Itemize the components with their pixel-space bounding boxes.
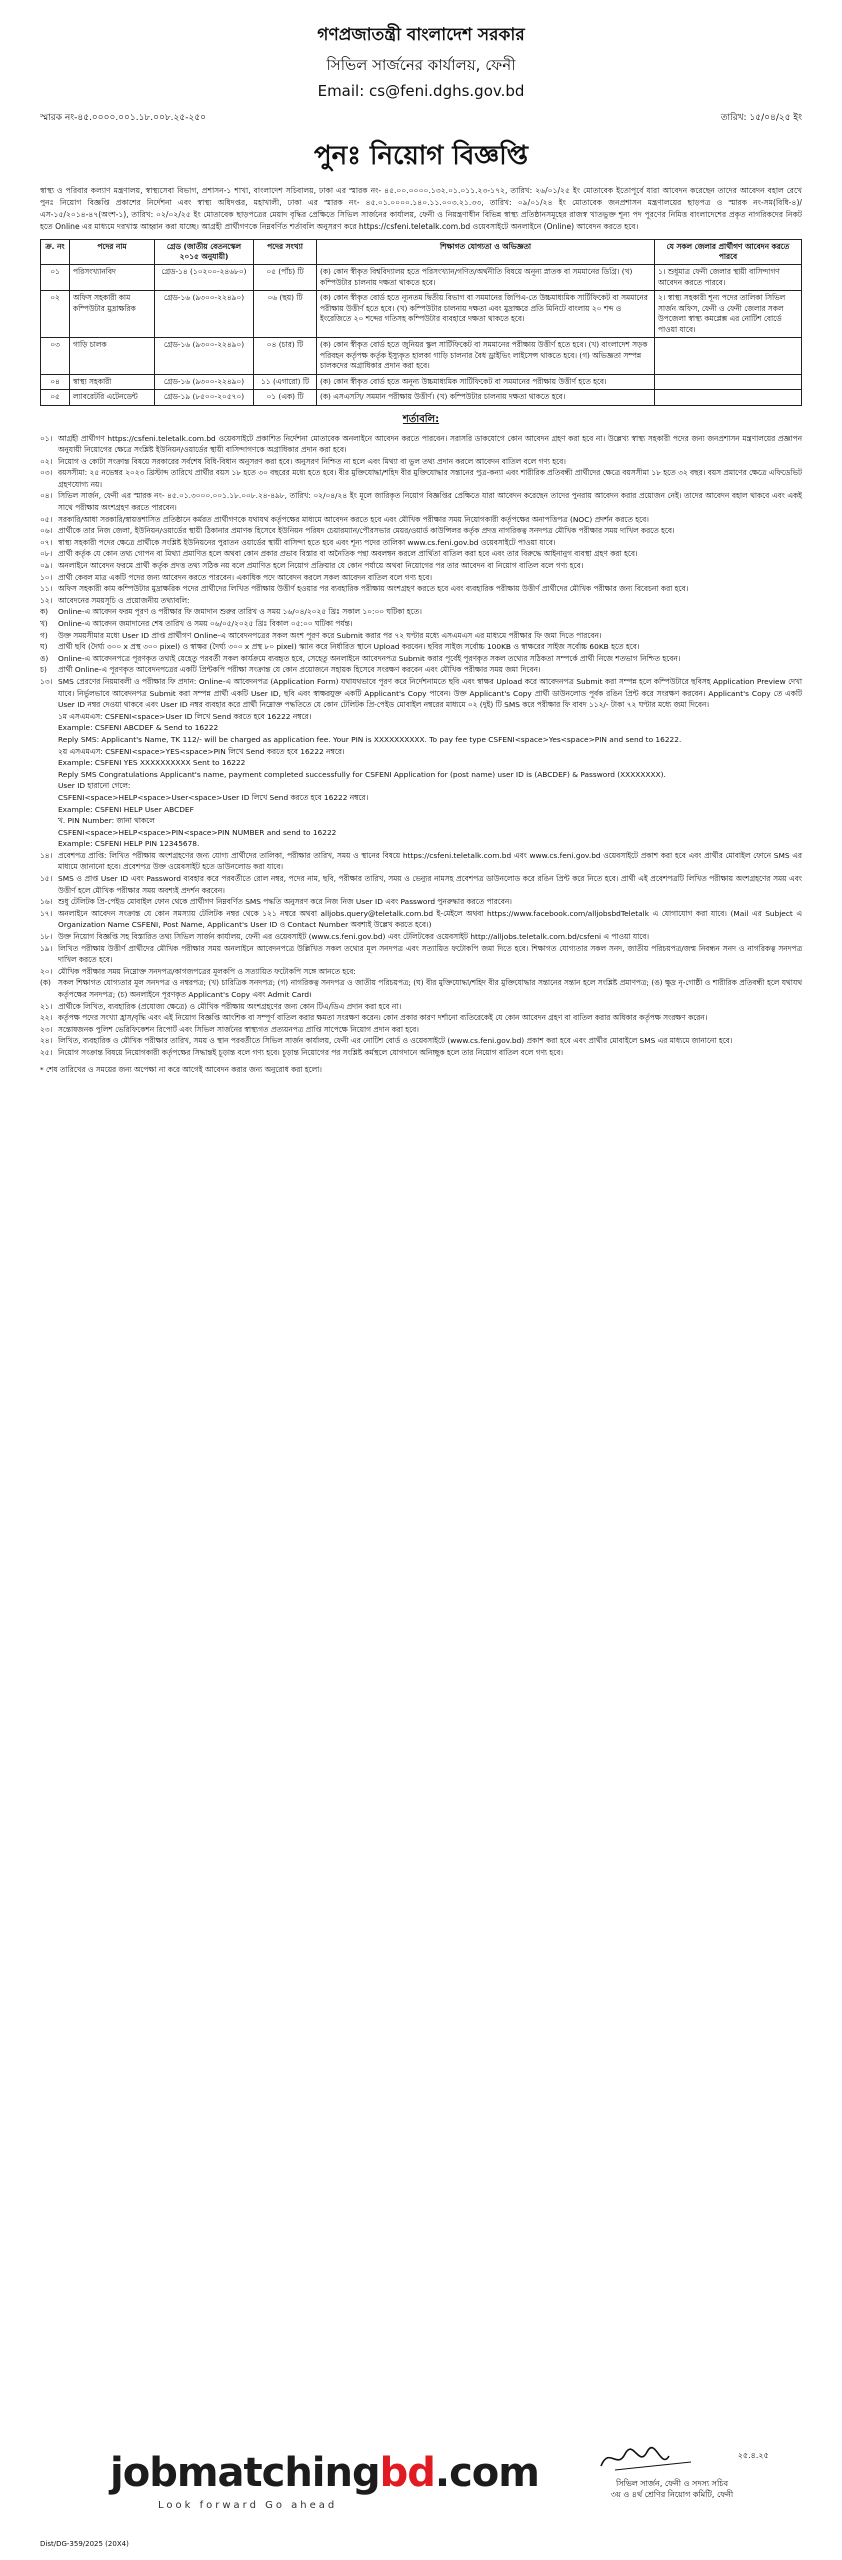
condition-number: ১৫। [40, 874, 53, 884]
brand-tagline: Look forward Go ahead [158, 2500, 338, 2511]
sms-line: খ. PIN Number: জানা থাকলে [58, 816, 155, 826]
row-serial: ০৩ [41, 338, 70, 375]
condition-text: প্রার্থীকে লিখিত, ব্যবহারিক (প্রযোজ্য ক্ষেত্রে) ও মৌখিক পরীক্ষায় অংশগ্রহণের জন্য কোন টিএ/ডিএ প্রদান করা হবে না। [58, 1001, 402, 1011]
condition-item [40, 560, 802, 572]
condition-item [40, 572, 802, 584]
row-districts [655, 374, 802, 390]
condition-item [40, 664, 802, 676]
condition-number: ১৭। [40, 908, 53, 918]
row-serial: ০১ [41, 265, 70, 291]
signatory-name: সিভিল সার্জন, ফেনী ও সদস্য সচিব [615, 2479, 729, 2488]
col-qualification: শিক্ষাগত যোগ্যতা ও অভিজ্ঞতা [317, 240, 655, 265]
condition-number: ১৩। [40, 676, 53, 686]
row-serial: ০৫ [41, 390, 70, 406]
row-serial: ০৪ [41, 374, 70, 390]
sms-line: ১ম এসএমএস: CSFENI<space>User ID লিখে Send করতে হবে 16222 নম্বরে। [58, 711, 312, 721]
col-districts: যে সকল জেলার প্রার্থীগণ আবেদন করতে পারবে [655, 240, 802, 265]
table-row [41, 338, 802, 375]
condition-text: সিভিল সার্জন, ফেনী এর স্মারক নং- ৪৫.০১.৩০০০.০০১.১৮.০০৮.২৪-৪৯৮, তারিখ: ০২/০৪/২৪ ইং মূলে জারিকৃত নিয়োগ বিজ্ঞপ্তির প্রেক্ষিতে যারা আবেদন করেছেন তাদের পুনরায় আবেদন করার প্রয়োজন নেই। তাদের আবেদন বহাল থাকবে এবং একই সাথে পরীক্ষায় অংশগ্রহণ করতে পারবেন। [58, 491, 802, 513]
col-grade: গ্রেড (জাতীয় বেতনস্কেল ২০১৫ অনুযায়ী) [155, 240, 254, 265]
condition-number: ০২। [40, 456, 53, 466]
condition-text: প্রার্থী কেবল মাত্র একটি পদের জন্য আবেদন করতে পারবেন। একাধিক পদে আবেদন করলে সকল আবেদন বাতিল বলে গণ্য হবে। [58, 572, 433, 582]
condition-item [40, 943, 802, 966]
row-districts: ২। স্বাস্থ্য সহকারী শূন্য পদের তালিকা সিভিল সার্জন অফিস, ফেনী ও ফেনী জেলার সকল উপজেলা স্বাস্থ্য কমপ্লেক্স এর নোটিশ বোর্ডে পাওয়া যাবে। [655, 291, 802, 338]
condition-item [40, 641, 802, 653]
condition-number: ২১। [40, 1001, 53, 1011]
condition-text: নিয়োগ ও কোটা সংক্রান্ত বিষয়ে সরকারের সর্বশেষ বিধি-বিধান অনুসরণ করা হবে। অনুসরণ নিশ্চিত না হলে এবং মিথ্যা বা ভুল তথ্য প্রদান করলে আবেদন বাতিল বলে গণ্য হবে। [58, 456, 566, 466]
sms-line: Reply SMS Congratulations Applicant's name, payment completed successfully for CSFENI Application for (post name) user ID is (ABCDEF) & Password (XXXXXXXX). [58, 769, 666, 779]
table-row [41, 291, 802, 338]
letterhead [40, 22, 802, 100]
sms-line: Reply SMS: Applicant's Name, TK 112/- will be charged as application fee. Your PIN is XXXXXXXXXX. To pay fee type CSFENI<space>Yes<space>PIN and send to 16222. [58, 734, 682, 744]
row-post: অফিস সহকারী কাম কম্পিউটার মুদ্রাক্ষরিক [70, 291, 155, 338]
row-grade: গ্রেড-১৬ (৯৩০০-২২৪৯০) [155, 291, 254, 338]
condition-text: Online-এ আবেদন জমাদানের শেষ তারিখ ও সময় ০৬/০৫/২০২৫ খ্রিঃ বিকাল ০৫:০০ ঘটিকা পর্যন্ত। [58, 619, 353, 628]
signature-icon [562, 2440, 782, 2478]
condition-item [40, 537, 802, 549]
row-qualification: (ক) এসএসসি/ সমমান পরীক্ষায় উত্তীর্ণ। (খ) কম্পিউটার চালনায় দক্ষতা থাকতে হবে। [317, 390, 655, 406]
row-count: ০৪ (চার) টি [254, 338, 317, 375]
conditions-heading: শর্তাবলি: [402, 413, 440, 425]
condition-number: ১২। [40, 595, 53, 605]
sms-line: Example: CSFENI HELP User ABCDEF [58, 804, 194, 814]
row-count: ১১ (এগারো) টি [254, 374, 317, 390]
signatory-role: ৩য় ও ৪র্থ শ্রেণির নিয়োগ কমিটি, ফেনী [610, 2490, 734, 2499]
condition-text: SMS ও প্রাপ্ত User ID এবং Password ব্যবহার করে পরবর্তীতে রোল নম্বর, পদের নাম, ছবি, পরীক্ষার তারিখ, সময় ও ভেন্যুর নামসহ প্রবেশপত্র ডাউনলোড করে রঙিন প্রিন্ট করে নিতে হবে। প্রার্থী এই প্রবেশপত্রটি লিখিত পরীক্ষায় অংশগ্রহণের সময় এবং উত্তীর্ণ হলে মৌখিক পরীক্ষার সময় অবশ্যই প্রদর্শন করবেন। [58, 874, 802, 895]
condition-number: ১৬। [40, 897, 53, 907]
condition-item [40, 618, 802, 630]
condition-number: চ) [40, 665, 47, 675]
brand-logo [110, 2450, 539, 2496]
condition-item [40, 1001, 802, 1013]
condition-item [40, 548, 802, 560]
condition-text: কর্তৃপক্ষ পদের সংখ্যা হ্রাস/বৃদ্ধি এবং এই নিয়োগ বিজ্ঞপ্তি আংশিক বা সম্পূর্ণ বাতিল করার ক্ষমতা সংরক্ষণ করেন। কোন প্রকার কারণ দর্শানো ব্যতিরেকেই যে কোন আবেদন গ্রহণ বা বাতিল করার অধিকার কর্তৃপক্ষ সংরক্ষণ করেন। [58, 1013, 708, 1023]
sms-line: User ID হারানো গেলে: [58, 781, 131, 791]
condition-number: ক) [40, 607, 49, 617]
condition-number: ০৮। [40, 549, 53, 559]
condition-item [40, 514, 802, 526]
condition-text: নিয়োগ সংক্রান্ত বিষয়ে নিয়োগকারী কর্তৃপক্ষের সিদ্ধান্তই চূড়ান্ত বলে গণ্য হবে। চূড়ান্ত নিয়োগের পর সংশ্লিষ্ট কর্মস্থলে যোগদানে অনিচ্ছুক হলে তার নিয়োগ বাতিল বলে গণ্য হবে। [58, 1047, 564, 1057]
government-name: গণপ্রজাতন্ত্রী বাংলাদেশ সরকার [317, 25, 525, 45]
col-serial: ক্র. নং [41, 240, 70, 265]
condition-text: অনলাইনে আবেদন ফরমে প্রার্থী কর্তৃক প্রদত্ত তথ্য সঠিক নয় বলে প্রমাণিত হলে নিয়োগ প্রক্রিয়ার যে কোন পর্যায়ে অথবা নিয়োগের পর তার আবেদন বা নিয়োগ বাতিল বলে গণ্য হবে। [58, 561, 584, 571]
condition-item [40, 977, 802, 1000]
condition-number: ২৩। [40, 1024, 53, 1034]
conditions-list-continued [40, 850, 802, 1059]
condition-text: উক্ত সময়সীমার মধ্যে User ID প্রাপ্ত প্রার্থীগণ Online-এ আবেদনপত্রের সকল অংশ পূরণ করে Submit করার পর ৭২ ঘণ্টার মধ্যে এসএমএস এর মাধ্যমে পরীক্ষার ফি জমা দিতে পারবেন। [58, 630, 602, 640]
row-grade: গ্রেড-১৪ (১০২০০-২৪৬৮০) [155, 265, 254, 291]
condition-number: ০৩। [40, 468, 53, 478]
col-count: পদের সংখ্যা [254, 240, 317, 265]
sms-line: ২য় এসএমএস: CSFENI<space>YES<space>PIN লিখে Send করতে হবে 16222 নম্বরে। [58, 746, 345, 756]
brand-part: .com [434, 2450, 539, 2496]
condition-text: স্বাস্থ্য সহকারী পদের ক্ষেত্রে প্রার্থীকে সংশ্লিষ্ট ইউনিয়নের পুরাতন ওয়ার্ডের স্থায়ী বাসিন্দা হতে হবে এবং শূন্য পদের তালিকা www.cs.feni.gov.bd ওয়েবসাইটে পাওয়া যাবে। [58, 537, 556, 547]
row-count: ০১ (এক) টি [254, 390, 317, 406]
condition-item [40, 1035, 802, 1047]
condition-text: লিখিত পরীক্ষায় উত্তীর্ণ প্রার্থীদের মৌখিক পরীক্ষার সময় অনলাইনে আবেদনপত্রে উল্লিখিত সকল তথ্যের মূল সনদপত্র এবং সত্যায়িত ফটোকপি জমা দিতে হবে। শিক্ষাগত যোগ্যতার সকল সনদ, জাতীয় পরিচয়পত্র/জন্ম নিবন্ধন সনদ ও নাগরিকত্ব সনদপত্র দাখিল করতে হবে। [58, 943, 802, 965]
condition-item [40, 873, 802, 896]
footer [40, 2440, 802, 2548]
condition-number: ০১। [40, 433, 53, 443]
notice-title: পুনঃ নিয়োগ বিজ্ঞপ্তি [313, 141, 529, 171]
condition-text: সকল শিক্ষাগত যোগ্যতার মূল সনদপত্র ও নম্বরপত্র; (খ) চারিত্রিক সনদপত্র; (গ) নাগরিকত্ব সনদপত্র ও জাতীয় পরিচয়পত্র; (ঘ) বীর মুক্তিযোদ্ধা/শহিদ বীর মুক্তিযোদ্ধার সন্তানের সন্তান হলে সংশ্লিষ্ট প্রমাণপত্র; (ঙ) ক্ষুদ্র নৃ-গোষ্ঠী ও শারীরিক প্রতিবন্ধী হলে যথাযথ কর্তৃপক্ষের সনদপত্র; (চ) অনলাইনে পূরণকৃত Applicant's Copy এবং Admit Card। [58, 978, 802, 999]
condition-text: আগ্রহী প্রার্থীগণ https://csfeni.teletalk.com.bd ওয়েবসাইটে প্রকাশিত নির্দেশনা মোতাবেক অনলাইনে আবেদন করতে পারবেন। সরাসরি ডাকযোগে কোন আবেদন গ্রহণ করা হবে না। উল্লেখ্য স্বাস্থ্য সহকারী পদের জন্য জনপ্রশাসন মন্ত্রণালয়ের প্রজ্ঞাপন অনুযায়ী নিয়োগের ক্ষেত্রে সংশ্লিষ্ট ইউনিয়ন/ওয়ার্ডের স্থায়ী বাসিন্দাগণকে অগ্রাধিকার প্রদান করা হবে। [58, 433, 802, 455]
condition-text: অফিস সহকারী কাম কম্পিউটার মুদ্রাক্ষরিক পদের প্রার্থীদের লিখিত পরীক্ষায় উত্তীর্ণ হওয়ার পর ব্যবহারিক পরীক্ষায় অংশগ্রহণ করতে হবে এবং ব্যবহারিক পরীক্ষায় উত্তীর্ণ প্রার্থীদের মৌখিক পরীক্ষার জন্য বিবেচনা করা হবে। [58, 584, 689, 594]
condition-number: ঘ) [40, 642, 48, 652]
condition-number: ২৫। [40, 1047, 53, 1057]
table-row [41, 390, 802, 406]
condition-text: Online-এ আবেদন ফরম পূরণ ও পরীক্ষার ফি জমাদান শুরুর তারিখ ও সময় ১৬/০৪/২০২৫ খ্রিঃ সকাল ১০:০০ ঘটিকা হতে। [58, 607, 422, 617]
condition-text: বয়সসীমা: ২৫ নভেম্বর ২০২৩ খ্রিস্টাব্দ তারিখে প্রার্থীর বয়স ১৮ হতে ৩০ বছরের মধ্যে হতে হবে। বীর মুক্তিযোদ্ধা/শহিদ বীর মুক্তিযোদ্ধার সন্তানের পুত্র-কন্যা এবং শারীরিক প্রতিবন্ধী প্রার্থীদের ক্ষেত্রে বয়সসীমা ১৮ হতে ৩২ বছর। বয়স প্রমাণের ক্ষেত্রে এফিডেভিট গ্রহণযোগ্য নয়। [58, 468, 802, 489]
condition-number: ১৯। [40, 943, 53, 953]
conditions-list [40, 433, 802, 711]
condition-item [40, 467, 802, 490]
row-post: স্বাস্থ্য সহকারী [70, 374, 155, 390]
office-name: সিভিল সার্জনের কার্যালয়, ফেনী [326, 56, 516, 74]
issue-date: তারিখ: ১৫/০৪/২৫ ইং [720, 113, 802, 123]
condition-item [40, 896, 802, 908]
row-districts: ১। শুধুমাত্র ফেনী জেলার স্থায়ী বাসিন্দাগণ আবেদন করতে পারবে। [655, 265, 802, 291]
condition-item [40, 525, 802, 537]
reference-row [40, 110, 802, 125]
condition-item [40, 931, 802, 943]
sms-line: CSFENI<space>HELP<space>PIN<space>PIN NUMBER and send to 16222 [58, 827, 337, 837]
row-qualification: (ক) কোন স্বীকৃত বিশ্ববিদ্যালয় হতে পরিসংখ্যান/গণিত/অর্থনীতি বিষয়ে অনূন্য স্নাতক বা সমমানের ডিগ্রি। (খ) কম্পিউটার চালনায় দক্ষতা থাকতে হবে। [317, 265, 655, 291]
row-qualification: (ক) কোন স্বীকৃত বোর্ড হতে জুনিয়র স্কুল সার্টিফিকেট বা সমমানের পরীক্ষায় উত্তীর্ণ হতে হবে। (খ) বাংলাদেশ সড়ক পরিবহন কর্তৃপক্ষ কর্তৃক ইস্যুকৃত হালকা গাড়ি চালনার বৈধ ড্রাইভিং লাইসেন্স থাকতে হবে। (গ) অভিজ্ঞতা সম্পন্ন চালকদের অগ্রাধিকার প্রদান করা হবে। [317, 338, 655, 375]
condition-text: উক্ত নিয়োগ বিজ্ঞপ্তি সহ বিস্তারিত তথ্য সিভিল সার্জন কার্যালয়, ফেনী এর ওয়েবসাইট (www.cs.feni.gov.bd) এবং টেলিটকের ওয়েবসাইট http://alljobs.teletalk.com.bd/csfeni এ পাওয়া যাবে। [58, 932, 649, 942]
condition-item [40, 606, 802, 618]
condition-number: ০৬। [40, 526, 53, 536]
condition-text: লিখিত, ব্যবহারিক ও মৌখিক পরীক্ষার তারিখ, সময় ও স্থান পরবর্তীতে সিভিল সার্জন কার্যালয়, ফেনী এর নোটিশ বোর্ড ও ওয়েবসাইটে (www.cs.feni.gov.bd) প্রকাশ করা হবে এবং প্রার্থীর মোবাইলে SMS এর মাধ্যমে জানানো হবে। [58, 1036, 733, 1046]
condition-text: প্রার্থী ছবি (দৈর্ঘ্য ৩০০ x প্রস্থ ৩০০ pixel) ও স্বাক্ষর (দৈর্ঘ্য ৩০০ x প্রস্থ ৮০ pixel) স্ক্যান করে নির্ধারিত স্থানে Upload করবেন। ছবির সাইজ সর্বোচ্চ 100KB ও স্বাক্ষরের সাইজ সর্বোচ্চ 60KB হতে হবে। [58, 642, 640, 652]
condition-number: ০৫। [40, 514, 53, 524]
row-qualification: (ক) কোন স্বীকৃত বোর্ড হতে অনূন্য উচ্চমাধ্যমিক সার্টিফিকেট বা সমমানের পরীক্ষায় উত্তীর্ণ হতে হবে। [317, 374, 655, 390]
condition-text: প্রবেশপত্র প্রাপ্তি: লিখিত পরীক্ষায় অংশগ্রহণের জন্য যোগ্য প্রার্থীদের তালিকা, পরীক্ষার তারিখ, সময় ও স্থানের বিষয়ে https://csfeni.teletalk.com.bd এবং www.cs.feni.gov.bd ওয়েবসাইটে প্রকাশ করা হবে এবং প্রার্থীর মোবাইল ফোনে SMS এর মাধ্যমে জানানো হবে। প্রবেশপত্র উক্ত ওয়েবসাইট হতে ডাউনলোড করা যাবে। [58, 850, 802, 872]
condition-number: ২০। [40, 966, 53, 976]
sms-line: Example: CSFENI HELP PIN 12345678. [58, 839, 200, 849]
condition-item [40, 966, 802, 978]
sms-line: Example: CSFENI YES XXXXXXXXXX Sent to 16222 [58, 758, 246, 768]
condition-text: SMS প্রেরণের নিয়মাবলী ও পরীক্ষার ফি প্রদান: Online-এ আবেদনপত্র (Application Form) যথাযথভাবে পূরণ করে নির্দেশনামতে ছবি এবং স্বাক্ষর Upload করে আবেদনপত্র Submit করা সম্পন্ন হলে কম্পিউটারে ছবিসহ Application Preview দেখা যাবে। নির্ভুলভাবে আবেদনপত্র Submit করা সম্পন্ন প্রার্থী একটি User ID, ছবি এবং স্বাক্ষরযুক্ত একটি Applicant's Copy পাবেন। উক্ত Applicant's Copy প্রার্থী ডাউনলোড পূর্বক রঙিন প্রিন্ট করে সংরক্ষণ করবেন। Applicant's Copy তে একটি User ID নম্বর দেওয়া থাকবে এবং User ID নম্বর ব্যবহার করে প্রার্থী নিম্নোক্ত পদ্ধতিতে যে কোন টেলিটক প্রি-পেইড মোবাইল নম্বরের মাধ্যমে ০২ (দুই) টি SMS করে পরীক্ষার ফি বাবদ ১১২/- টাকা ৭২ ঘণ্টার মধ্যে জমা দিবেন। [58, 676, 802, 710]
condition-number: খ) [40, 619, 48, 628]
condition-number: ১৪। [40, 850, 53, 860]
condition-number: ২৪। [40, 1036, 53, 1046]
row-grade: গ্রেড-১৬ (৯৩০০-২২৪৯০) [155, 338, 254, 375]
condition-text: আবেদনের সময়সূচি ও প্রয়োজনীয় তথ্যাবলি: [58, 595, 190, 605]
condition-item [40, 1024, 802, 1036]
table-row [41, 374, 802, 390]
condition-item [40, 433, 802, 456]
condition-text: প্রার্থী কর্তৃক যে কোন তথ্য গোপন বা মিথ্যা প্রমাণিত হলে অথবা কোন প্রকার প্রভাব বিস্তার বা অনৈতিক পন্থা অবলম্বন করলে প্রার্থিতা বাতিল করা হবে এবং তার বিরুদ্ধে আইনানুগ ব্যবস্থা গ্রহণ করা হবে। [58, 549, 638, 559]
col-post: পদের নাম [70, 240, 155, 265]
row-post: গাড়ি চালক [70, 338, 155, 375]
sms-line: CSFENI<space>HELP<space>User<space>User ID লিখে Send করতে হবে 16222 নম্বরে। [58, 792, 369, 802]
condition-text: শুধু টেলিটক প্রি-পেইড মোবাইল ফোন থেকে প্রার্থীগণ নিম্নবর্ণিত SMS পদ্ধতি অনুসরণ করে নিজ নিজ User ID এবং Password পুনরুদ্ধার করতে পারবেন। [58, 897, 512, 907]
row-districts [655, 390, 802, 406]
condition-item [40, 850, 802, 873]
condition-number: ০৭। [40, 537, 53, 547]
condition-text: সন্তোষজনক পুলিশ ভেরিফিকেশন রিপোর্ট এবং সিভিল সার্জনের স্বাস্থ্যগত প্রত্যয়নপত্র প্রাপ্তি সাপেক্ষে নিয়োগ প্রদান করা হবে। [58, 1024, 419, 1034]
table-header-row [41, 240, 802, 265]
condition-number: ১৮। [40, 932, 53, 942]
condition-item [40, 595, 802, 607]
row-post: ল্যাবরেটরি এটেনডেন্ট [70, 390, 155, 406]
row-grade: গ্রেড-১৬ (৯৩০০-২২৪৯০) [155, 374, 254, 390]
office-email: Email: cs@feni.dghs.gov.bd [317, 82, 525, 100]
condition-item [40, 583, 802, 595]
row-qualification: (ক) কোন স্বীকৃত বোর্ড হতে ন্যূনতম দ্বিতীয় বিভাগ বা সমমানের জিপিএ-তে উচ্চমাধ্যমিক সার্টিফিকেট বা সমমানের পরীক্ষায় উত্তীর্ণ হতে হবে। (খ) কম্পিউটার চালনায় দক্ষতা এবং মুদ্রাক্ষরে প্রতি মিনিটে বাংলায় ২০ শব্দ ও ইংরেজিতে ২০ শব্দের গতিসহ কম্পিউটার ব্যবহারে দক্ষতা থাকতে হবে। [317, 291, 655, 338]
distribution-code: Dist/DG-359/2025 (20X4) [40, 2540, 129, 2548]
condition-item [40, 908, 802, 931]
condition-text: প্রার্থীকে তার নিজ জেলা, ইউনিয়ন/ওয়ার্ডের স্থায়ী ঠিকানার প্রমাণক হিসেবে ইউনিয়ন পরিষদ চেয়ারম্যান/পৌরসভার মেয়র/ওয়ার্ড কাউন্সিলর কর্তৃক প্রদত্ত নাগরিকত্ব সনদপত্র মৌখিক পরীক্ষার সময় দাখিল করতে হবে। [58, 526, 675, 536]
condition-item [40, 1047, 802, 1059]
condition-text: সরকারি/আধা সরকারি/স্বায়ত্তশাসিত প্রতিষ্ঠানে কর্মরত প্রার্থীগণকে যথাযথ কর্তৃপক্ষের মাধ্যমে আবেদন করতে হবে এবং মৌখিক পরীক্ষার সময় নিয়োগকারী কর্তৃপক্ষের অনাপত্তিপত্র (NOC) প্রদর্শন করতে হবে। [58, 514, 649, 524]
row-count: ০৬ (ছয়) টি [254, 291, 317, 338]
condition-item [40, 490, 802, 513]
condition-text: মৌখিক পরীক্ষার সময় নিম্নোক্ত সনদপত্র/কাগজপত্রের মূলকপি ও সত্যায়িত ফটোকপি সঙ্গে আনতে হবে: [58, 966, 356, 976]
brand-part: bd [379, 2450, 435, 2496]
condition-number: (ক) [40, 978, 51, 988]
condition-number: ১১। [40, 584, 53, 594]
condition-item [40, 676, 802, 711]
condition-number: ২২। [40, 1013, 53, 1023]
sms-line: Example: CSFENI ABCDEF & Send to 16222 [58, 723, 219, 733]
intro-paragraph: স্বাস্থ্য ও পরিবার কল্যাণ মন্ত্রণালয়, স্বাস্থ্যসেবা বিভাগ, প্রশাসন-১ শাখা, বাংলাদেশ সচিবালয়, ঢাকা এর স্মারক নং- ৪৫.০০.০০০০.১৩২.০১.০১১.২৩-১৭২, তারিখ: ২৬/০১/২৫ ইং মোতাবেক ইতোপূর্বে যারা আবেদন করেছেন তাদের আবেদন বহাল রেখে পুনঃ নিয়োগ বিজ্ঞপ্তি প্রকাশের নির্দেশনা এবং স্বাস্থ্য অধিদপ্তর, মহাখালী, ঢাকা এর স্মারক নং- ৪৫.০১.০০০০.১৪০.১১.০০৩.২১.৩৩, তারিখ: ০৯/০১/২৪ ইং মোতাবেক জনপ্রশাসন মন্ত্রণালয়ের ছাড়পত্র ও স্মারক নং-সম(বিধি-৪)/এস-১৫/২০১৪-৪৭(অংশ-১), তারিখ: ০২/০২/২৫ ইং মোতাবেক ছাড়পত্রের মেয়াদ বৃদ্ধির প্রেক্ষিতে সিভিল সার্জনের কার্যালয়, ফেনী ও নিয়ন্ত্রণাধীন বিভিন্ন স্বাস্থ্য প্রতিষ্ঠানসমূহের রাজস্ব খাতভুক্ত শূন্য পদ পূরণের নিমিত্ত বাংলাদেশের প্রকৃত নাগরিকদের নিকট হতে Online এর মাধ্যমে দরখাস্ত আহ্বান করা যাচ্ছে। আগ্রহী প্রার্থীগণকে নিম্নবর্ণিত শর্তাবলি অনুসরণ করে https://csfeni.teletalk.com.bd ওয়েবসাইটে অনলাইনে (Online) আবেদন করতে হবে। [40, 186, 802, 231]
condition-number: ঙ) [40, 653, 49, 663]
condition-number: গ) [40, 630, 48, 640]
signature-block [562, 2440, 782, 2500]
memo-number: স্মারক নং-৪৫.০০০০.০০১.১৮.০০৮.২৫-২৫০ [40, 113, 207, 123]
row-grade: গ্রেড-১৯ (৮৫০০-২০৫৭০) [155, 390, 254, 406]
condition-text: অনলাইনে আবেদন সংক্রান্ত যে কোন সমস্যায় টেলিটক নম্বর থেকে ১২১ নম্বরে অথবা alljobs.query@teletalk.com.bd ই-মেইলে অথবা https://www.facebook.com/alljobsbdTeletalk এ যোগাযোগ করা যাবে। (Mail এর Subject এ Organization Name CSFENI, Post Name, Applicant's User ID ও Contact Number অবশ্যই উল্লেখ করতে হবে।) [58, 908, 802, 930]
condition-number: ০৯। [40, 561, 53, 571]
sms-instructions [40, 711, 802, 850]
condition-item [40, 653, 802, 665]
table-row [41, 265, 802, 291]
condition-number: ০৪। [40, 491, 53, 501]
row-serial: ০২ [41, 291, 70, 338]
signature-date: ২৫.৪.২৫ [737, 2451, 769, 2460]
condition-item [40, 630, 802, 642]
condition-text: প্রার্থী Online-এ পূরণকৃত আবেদনপত্রের একটি প্রিন্টকপি পরীক্ষা সংক্রান্ত যে কোন প্রয়োজনে সহায়ক হিসেবে সংরক্ষণ করবেন এবং মৌখিক পরীক্ষার সময় জমা দিবেন। [58, 665, 541, 675]
condition-item [40, 456, 802, 468]
condition-text: Online-এ আবেদনপত্রে পূরণকৃত তথ্যই যেহেতু পরবর্তী সকল কার্যক্রমে ব্যবহৃত হবে, সেহেতু অনলাইনে আবেদনপত্র Submit করার পূর্বেই পূরণকৃত সকল তথ্যের সঠিকতা সম্পর্কে প্রার্থী নিজে শতভাগ নিশ্চিত হবেন। [58, 653, 681, 663]
footnote: * শেষ তারিখের ও সময়ের জন্য অপেক্ষা না করে আগেই আবেদন করার জন্য অনুরোধ করা হলো। [40, 1064, 322, 1074]
condition-number: ১০। [40, 572, 53, 582]
posts-table [40, 239, 802, 406]
row-count: ০৫ (পাঁচ) টি [254, 265, 317, 291]
row-districts [655, 338, 802, 375]
brand-part: jobmatching [110, 2450, 380, 2496]
row-post: পরিসংখ্যানবিদ [70, 265, 155, 291]
condition-item [40, 1012, 802, 1024]
